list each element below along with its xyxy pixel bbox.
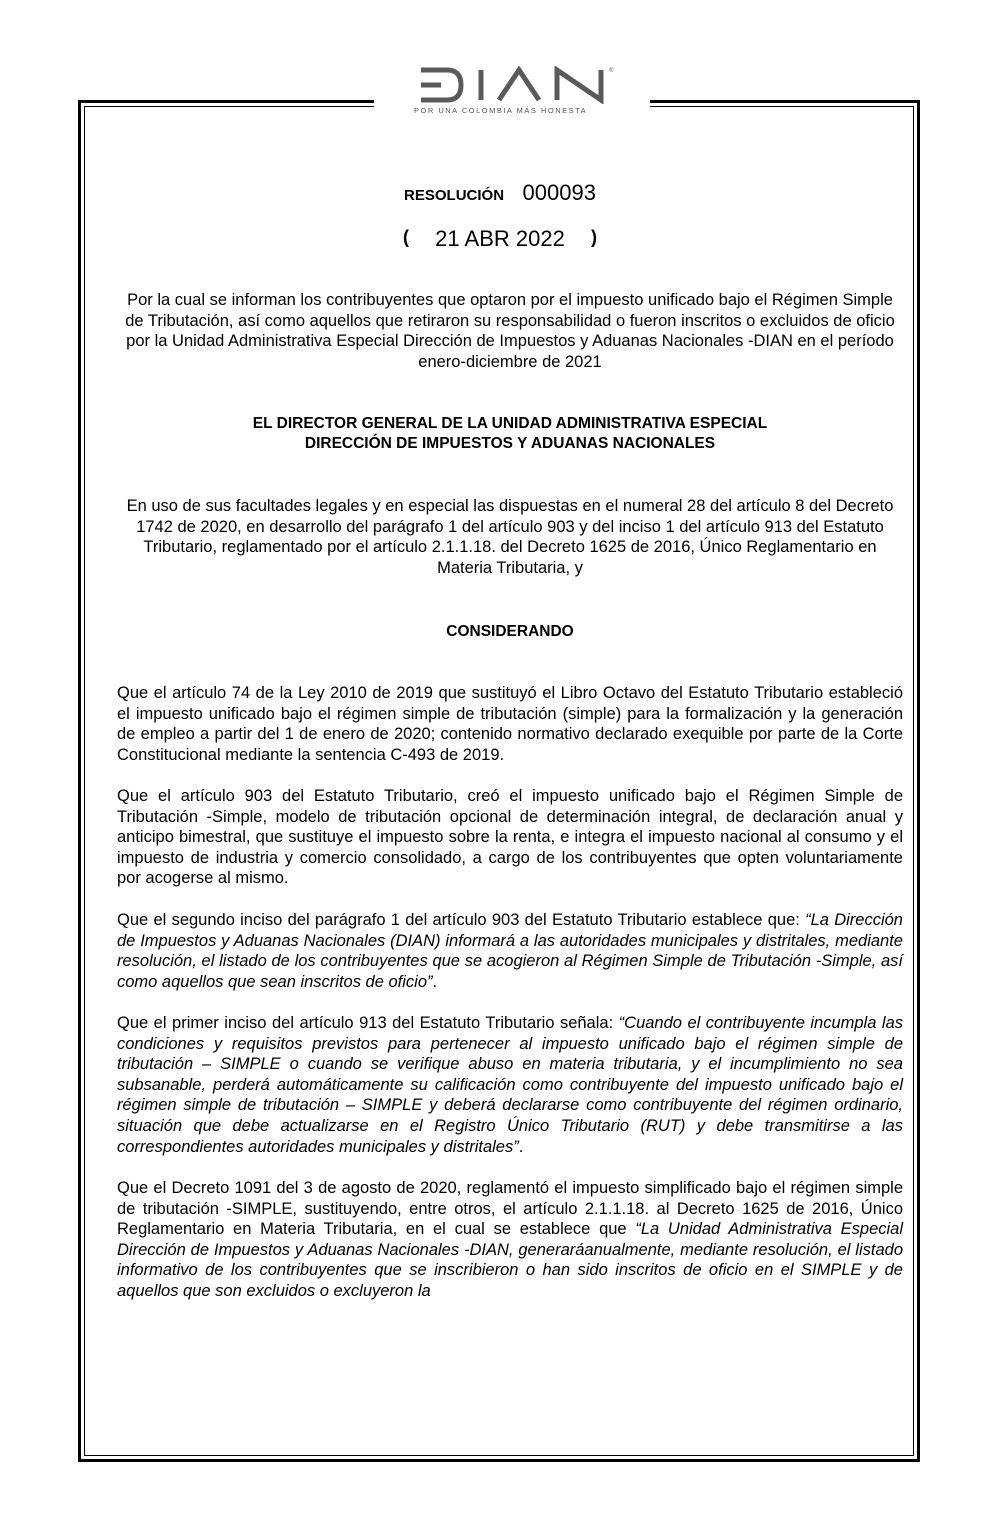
resolution-date [0, 226, 1000, 252]
paragraph-3-text: Que el segundo inciso del parágrafo 1 del artículo 903 del Estatuto Tributario establece que: [117, 911, 806, 929]
paragraph-3 [117, 910, 903, 992]
date-paren-open: ( [403, 227, 410, 247]
paragraph-4-quote: “Cuando el contribuyente incumpla las condiciones y requisitos previstos para pertenecer al impuesto unificado bajo el régimen simple de tributación – SIMPLE o cuando se verifique abuso en materia tributaria, y el incumplimiento no sea subsanable, perderá automáticamente su calificación como contribuyente del impuesto unificado bajo el régimen simple de tributación – SIMPLE y deberá declararse como contribuyente del régimen ordinario, situación que debe actualizarse en el Registro Único Tributario (RUT) y debe transmitirse a las correspondientes autoridades municipales y distritales” [117, 1014, 903, 1156]
paragraph-2: Que el artículo 903 del Estatuto Tributario, creó el impuesto unificado bajo el Régimen Simple de Tributación -Simple, modelo de tributación opcional de determinación integral, de declaración anual y anticipo bimestral, que sustituye el impuesto sobre la renta, e integra el impuesto nacional al consumo y el impuesto de industria y comercio consolidado, a cargo de los contribuyentes que opten voluntariamente por acogerse al mismo. [117, 787, 903, 888]
resolution-summary: Por la cual se informan los contribuyentes que optaron por el impuesto unificado bajo el Régimen Simple de Tributación, así como aquellos que retiraron su responsabilidad o fueron inscritos o excluidos de oficio por la Unidad Administrativa Especial Dirección de Impuestos y Aduanas Nacionales -DIAN en el período enero-diciembre de 2021 [125, 291, 895, 371]
paragraph-4-text: Que el primer inciso del artículo 913 del Estatuto Tributario señala: [117, 1014, 619, 1032]
considerando-title: CONSIDERANDO [446, 623, 574, 640]
dian-wordmark-icon [415, 66, 615, 104]
paragraph-3-end: . [432, 972, 438, 991]
date-text: 21 ABR 2022 [435, 226, 565, 251]
date-paren-close: ) [590, 227, 597, 247]
resolution-label: RESOLUCIÓN [404, 187, 505, 204]
authority-heading [117, 414, 903, 454]
paragraph-5-text: Que el Decreto 1091 del 3 de agosto de 2020, reglamentó el impuesto simplificado bajo el régimen simple de tributación -SIMPLE, sustituyendo, entre otros, el artículo 2.1.1.18. al Decreto 1625 de 2016, Único Reglamentario en Materia Tributaria, en el cual se establece que [117, 1179, 903, 1239]
paragraph-1: Que el artículo 74 de la Ley 2010 de 2019 que sustituyó el Libro Octavo del Estatuto Tributario estableció el impuesto unificado bajo el régimen simple de tributación (simple) para la formalización y la generación de empleo a partir del 1 de enero de 2020; contenido normativo declarado exequible por parte de la Corte Constitucional mediante la sentencia C-493 de 2019. [117, 684, 903, 764]
paragraph-3-quote: “La Dirección de Impuestos y Aduanas Nacionales (DIAN) informará a las autoridades municipales y distritales, mediante resolución, el listado de los contribuyentes que se acogieron al Régimen Simple de Tributación -Simple, así como aquellos que sean inscritos de oficio” [117, 911, 903, 991]
paragraph-4 [117, 1013, 903, 1157]
authority-line-2: DIRECCIÓN DE IMPUESTOS Y ADUANAS NACIONALES [304, 435, 716, 452]
paragraph-5-quote: “La Unidad Administrativa Especial Dirección de Impuestos y Aduanas Nacionales -DIAN, generaráanualmente, mediante resolución, el listado informativo de los contribuyentes que se inscribieron o han sido inscritos de oficio en el SIMPLE y de aquellos que son excluidos o excluyeron la [117, 1220, 904, 1300]
authority-line-1: EL DIRECTOR GENERAL DE LA UNIDAD ADMINISTRATIVA ESPECIAL [252, 415, 768, 432]
logo-tagline: POR UNA COLOMBIA MÁS HONESTA [414, 106, 588, 115]
paragraph-5 [117, 1178, 903, 1302]
registered-mark: ® [609, 68, 614, 74]
paragraph-4-end: . [518, 1137, 524, 1156]
resolution-heading [0, 180, 1000, 206]
powers-paragraph: En uso de sus facultades legales y en especial las dispuestas en el numeral 28 del artículo 8 del Decreto 1742 de 2020, en desarrollo del parágrafo 1 del artículo 903 y del inciso 1 del artículo 913 del Estatuto Tributario, reglamentado por el artículo 2.1.1.18. del Decreto 1625 de 2016, Único Reglamentario en Materia Tributaria, y [126, 497, 894, 577]
dian-logo [410, 66, 620, 115]
resolution-number: 000093 [522, 180, 596, 205]
